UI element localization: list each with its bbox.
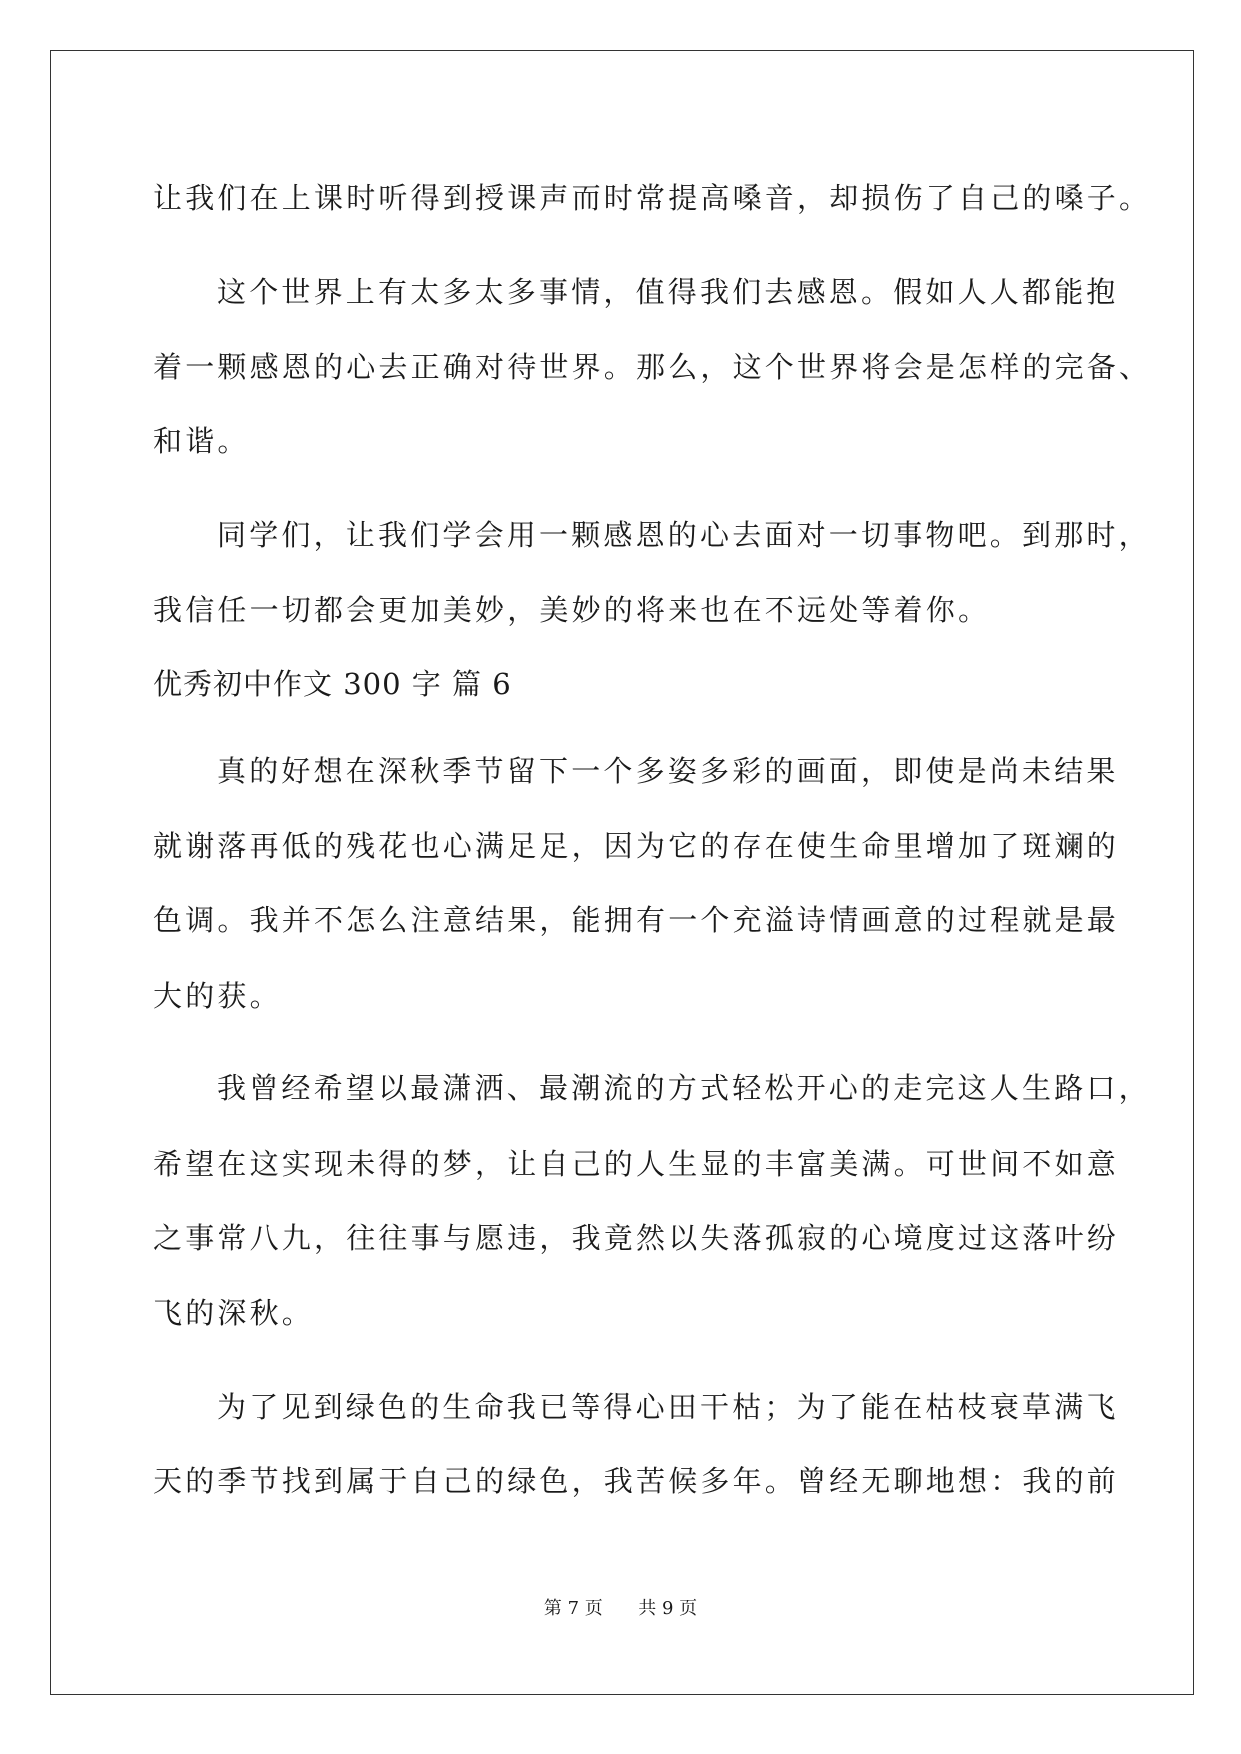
page-footer (0, 1597, 1241, 1621)
paragraph-line: 我信任一切都会更加美妙，美妙的将来也在不远处等着你。 (153, 593, 991, 627)
section-heading: 优秀初中作文 300 字 篇 6 (153, 667, 512, 701)
paragraph-line: 我曾经希望以最潇洒、最潮流的方式轻松开心的走完这人生路口， (217, 1071, 1151, 1105)
paragraph-line: 色调。我并不怎么注意结果，能拥有一个充溢诗情画意的过程就是最 (153, 903, 1120, 937)
page-total: 共 9 页 (638, 1598, 698, 1619)
paragraph-line: 和谐。 (153, 424, 250, 458)
page-number: 第 7 页 (543, 1598, 603, 1619)
paragraph-line: 大的获。 (153, 979, 282, 1013)
paragraph-line: 着一颗感恩的心去正确对待世界。那么，这个世界将会是怎样的完备、 (153, 350, 1152, 384)
paragraph-line: 天的季节找到属于自己的绿色，我苦候多年。曾经无聊地想：我的前 (153, 1464, 1120, 1498)
paragraph-line: 就谢落再低的残花也心满足足，因为它的存在使生命里增加了斑斓的 (153, 829, 1120, 863)
paragraph-line: 为了见到绿色的生命我已等得心田干枯；为了能在枯枝衰草满飞 (217, 1390, 1119, 1424)
paragraph-line: 希望在这实现未得的梦，让自己的人生显的丰富美满。可世间不如意 (153, 1147, 1120, 1181)
paragraph-line: 让我们在上课时听得到授课声而时常提高嗓音，却损伤了自己的嗓子。 (153, 181, 1152, 215)
paragraph-line: 飞的深秋。 (153, 1296, 315, 1330)
paragraph-line: 之事常八九，往往事与愿违，我竟然以失落孤寂的心境度过这落叶纷 (153, 1221, 1120, 1255)
paragraph-line: 同学们，让我们学会用一颗感恩的心去面对一切事物吧。到那时， (217, 518, 1151, 552)
paragraph-line: 这个世界上有太多太多事情，值得我们去感恩。假如人人都能抱 (217, 275, 1119, 309)
paragraph-line: 真的好想在深秋季节留下一个多姿多彩的画面，即使是尚未结果 (217, 754, 1119, 788)
